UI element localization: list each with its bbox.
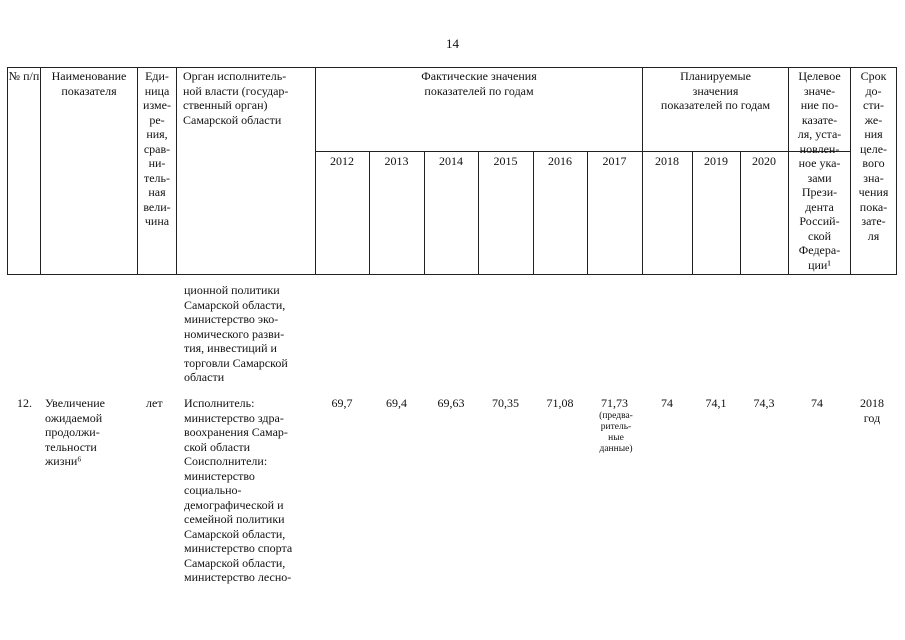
row12-organ-line: министерство (184, 468, 255, 483)
header-target-line: новлен- (799, 141, 840, 156)
row12-organ-line: министерство спорта (184, 541, 293, 555)
row12-name-line: тельности (45, 439, 97, 454)
row12-value-2012: 69,7 (331, 396, 353, 410)
col-border (896, 67, 897, 275)
col-border (692, 151, 693, 275)
header-unit-line: изме- (143, 98, 171, 112)
continuation-organ-line: торговли Самарской (184, 355, 288, 370)
col-border (424, 151, 425, 275)
header-name: Наименование показателя (51, 69, 127, 98)
row12-organ-line: министерство здра- (184, 410, 284, 425)
header-target-line: ное ука- (798, 156, 841, 170)
col-border (40, 67, 41, 275)
row12-organ-line: Самарской области, (184, 526, 286, 541)
header-target-line: Россий- (799, 214, 840, 228)
header-deadline-line: Срок (860, 69, 887, 83)
header-unit (138, 69, 176, 229)
year-header-2014: 2014 (439, 154, 463, 168)
row12-organ-line: ской области (184, 439, 251, 454)
row12-organ-line: социально- (184, 483, 242, 497)
continuation-organ-line: Самарской области, (184, 297, 286, 312)
row12-value-2019: 74,1 (705, 396, 727, 410)
header-unit-line: ница (144, 83, 170, 98)
header-organ-line: ной власти (государ- (183, 83, 289, 98)
header-num: № п/п (8, 69, 40, 83)
year-header-2020: 2020 (752, 154, 776, 168)
header-target-line: ние по- (800, 98, 839, 112)
year-header-2016: 2016 (548, 154, 572, 168)
header-deadline (851, 69, 896, 243)
col-border (740, 151, 741, 275)
header-target-line: Прези- (801, 185, 838, 199)
header-deadline-line: ния (864, 127, 883, 141)
header-deadline-line: сти- (863, 98, 884, 112)
header-unit-line: ная (148, 185, 166, 199)
row12-name (45, 396, 135, 469)
row12-2017-note (591, 411, 641, 455)
header-fact-line: Фактические значения (421, 69, 537, 83)
header-deadline-line: ля (867, 228, 880, 243)
header-organ-line: Орган исполнитель- (183, 69, 287, 83)
row12-deadline-line: год (863, 410, 881, 425)
page-number: 14 (446, 36, 459, 51)
header-organ (183, 69, 315, 127)
header-top-border (7, 67, 897, 68)
row12-organ-line: министерство лесно- (184, 570, 292, 584)
header-unit-line: ре- (149, 112, 165, 127)
col-border (176, 67, 177, 275)
year-header-2019: 2019 (704, 154, 728, 168)
continuation-organ-line: ционной политики (184, 283, 280, 297)
header-fact-line: показателей по годам (424, 83, 534, 98)
header-deadline-line: пока- (859, 199, 888, 214)
row12-name-line: жизни⁶ (45, 454, 82, 468)
year-header-2012: 2012 (330, 154, 354, 168)
header-target-line: зами (807, 170, 832, 185)
col-border (478, 151, 479, 275)
continuation-organ-line: номического разви- (184, 326, 285, 341)
header-unit-line: ния, (146, 127, 168, 141)
row12-note-line: ные (608, 433, 624, 443)
header-target-line: Федера- (798, 243, 841, 257)
row12-deadline (852, 396, 892, 425)
header-deadline-line: же- (864, 112, 883, 127)
year-header-2017: 2017 (602, 154, 627, 168)
header-target-line: ля, уста- (797, 127, 842, 141)
year-header-2018: 2018 (655, 154, 679, 168)
row12-value-2020: 74,3 (753, 396, 775, 410)
continuation-organ (184, 283, 324, 385)
continuation-organ-line: области (184, 370, 225, 384)
row12-organ-line: воохранения Самар- (184, 425, 288, 439)
header-unit-line: срав- (143, 141, 171, 156)
header-target-line: ской (808, 228, 831, 243)
header-unit-line: чина (144, 214, 170, 228)
years-divider (315, 151, 850, 152)
row12-note-line: ритель- (600, 422, 632, 432)
header-unit-line: Еди- (145, 69, 169, 83)
row12-num: 12. (17, 396, 32, 410)
header-plan-line: показателей по годам (660, 98, 771, 112)
header-unit-line: тель- (143, 170, 171, 185)
header-plan-title (643, 69, 788, 113)
row12-name-line: Увеличение (45, 396, 106, 410)
col-border (587, 151, 588, 275)
row12-value-2013: 69,4 (386, 396, 407, 410)
continuation-organ-line: министерство эко- (184, 312, 279, 326)
row12-value-2017: 71,73 (601, 396, 628, 410)
row12-organ (184, 396, 324, 585)
row12-organ-line: Самарской области, (184, 555, 286, 570)
header-deadline-line: зате- (861, 214, 886, 228)
row12-note-line: данные) (599, 444, 633, 454)
header-organ-line: ственный орган) (183, 98, 268, 112)
header-unit-line: ни- (148, 156, 166, 170)
year-header-2015: 2015 (493, 154, 518, 168)
header-target (789, 69, 850, 272)
row12-value-2014: 69,63 (437, 396, 465, 410)
table-header (7, 67, 897, 275)
header-organ-line: Самарской области (183, 112, 282, 127)
header-deadline-line: чения (858, 185, 889, 199)
row12-deadline-line: 2018 (860, 396, 884, 410)
header-target-line: ции¹ (808, 257, 831, 272)
row12-organ-line: Исполнитель: (184, 396, 255, 410)
row12-name-line: ожидаемой (45, 410, 103, 425)
row12-organ-line: семейной политики (184, 512, 285, 526)
row12-name-line: продолжи- (45, 425, 100, 439)
header-unit-line: вели- (143, 199, 171, 214)
header-deadline-line: целе- (859, 141, 888, 156)
row12-target: 74 (811, 396, 823, 410)
continuation-organ-line: тия, инвестиций и (184, 341, 277, 355)
header-fact-title (316, 69, 642, 98)
col-border (7, 67, 8, 275)
row12-value-2018: 74 (661, 396, 673, 410)
col-border (533, 151, 534, 275)
header-target-line: дента (805, 199, 834, 214)
header-deadline-line: до- (865, 83, 882, 98)
header-bottom-border (7, 274, 897, 275)
header-deadline-line: зна- (863, 170, 884, 185)
header-deadline-line: вого (862, 156, 885, 170)
row12-organ-line: Соисполнители: (184, 454, 268, 468)
header-plan-line: значения (692, 83, 739, 98)
row12-organ-line: демографической и (184, 497, 284, 512)
header-target-line: Целевое (798, 69, 841, 83)
header-target-line: казате- (801, 112, 838, 127)
col-border (369, 151, 370, 275)
header-target-line: значе- (803, 83, 836, 98)
row12-note-line: (предва- (599, 411, 633, 421)
header-plan-line: Планируемые (680, 69, 751, 83)
row12-value-2016: 71,08 (546, 396, 574, 410)
row12-value-2015: 70,35 (492, 396, 519, 410)
row12-unit: лет (146, 396, 163, 410)
year-header-2013: 2013 (384, 154, 409, 168)
col-border (315, 67, 316, 275)
